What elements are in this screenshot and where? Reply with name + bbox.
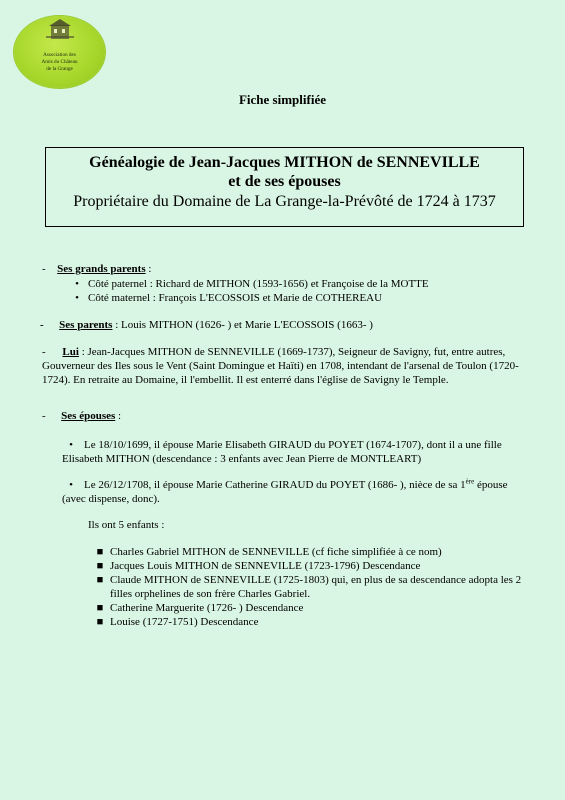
list-item	[90, 559, 530, 573]
list-item	[90, 573, 530, 601]
logo-text	[14, 52, 105, 73]
bullet-icon: ■	[96, 546, 104, 558]
logo-line-1: Association des	[43, 52, 76, 58]
list-item	[90, 545, 530, 559]
title-line-3: Propriétaire du Domaine de La Grange-la-Prévôté de 1724 à 1737	[73, 193, 496, 210]
title-line-2: et de ses épouses	[228, 173, 341, 190]
dash-marker: -	[42, 410, 46, 422]
bullet-icon: •	[69, 439, 73, 451]
bullet-icon: ■	[96, 560, 104, 572]
logo-line-2: Amis du Château	[41, 59, 78, 65]
list-item	[90, 615, 530, 629]
grandparents-heading	[42, 262, 151, 276]
bullet-icon: •	[75, 292, 79, 304]
colon: :	[145, 263, 152, 275]
colon: :	[115, 410, 122, 422]
lui-title: Lui	[62, 346, 79, 358]
association-logo	[14, 16, 105, 88]
fiche-label: Fiche simplifiée	[238, 92, 326, 107]
title-line-1: Généalogie de Jean-Jacques MITHON de SENNEVILLE	[89, 154, 480, 171]
list-item	[90, 601, 530, 615]
epouses-title: Ses épouses	[61, 410, 116, 422]
children-intro: Ils ont 5 enfants :	[88, 519, 165, 531]
grandparent-maternal: Côté maternel : François L'ECOSSOIS et Marie de COTHEREAU	[88, 292, 383, 304]
list-item	[66, 277, 429, 291]
lui-text: : Jean-Jacques MITHON de SENNEVILLE (1669-1737), Seigneur de Savigny, fut, entre autres, Gouverneur des Iles sous le Vent (Saint Domingue et Haïti) en 1708, intendant de l'arsenal de Toulon (1720-1724). En retraite au Domaine, il l'embellit. Il est enterré dans l'église de Savigny le Temple.	[42, 346, 519, 386]
second-marriage-text: Le 26/12/1708, il épouse Marie Catherine GIRAUD du POYET (1686- ), nièce de sa 1	[84, 479, 466, 491]
first-marriage	[62, 438, 522, 466]
bullet-icon: ■	[96, 574, 104, 586]
children-list	[90, 545, 530, 629]
parents-title: Ses parents	[59, 319, 113, 331]
child-charles-gabriel: Charles Gabriel MITHON de SENNEVILLE (cf fiche simplifiée à ce nom)	[110, 546, 442, 558]
first-marriage-text: Le 18/10/1699, il épouse Marie Elisabeth GIRAUD du POYET (1674-1707), dont il a une fille Elisabeth MITHON (descendance : 3 enfants avec Jean Pierre de MONTLEART)	[62, 439, 502, 465]
parents-line	[40, 318, 373, 332]
second-marriage	[62, 478, 522, 506]
logo-line-3: de la Grange	[46, 66, 73, 72]
grandparent-paternal: Côté paternel : Richard de MITHON (1593-1656) et Françoise de la MOTTE	[88, 278, 429, 290]
dash-marker: -	[40, 319, 44, 331]
lui-paragraph	[42, 345, 524, 387]
grandparents-title: Ses grands parents	[57, 263, 146, 275]
child-louise: Louise (1727-1751) Descendance	[110, 616, 259, 628]
parents-text: : Louis MITHON (1626- ) et Marie L'ECOSSOIS (1663- )	[112, 319, 373, 331]
bullet-icon: •	[69, 479, 73, 491]
epouses-heading	[42, 409, 121, 423]
child-catherine-marguerite: Catherine Marguerite (1726- ) Descendance	[110, 602, 304, 614]
dash-marker: -	[42, 263, 46, 275]
dash-marker: -	[42, 346, 46, 358]
bullet-icon: ■	[96, 616, 104, 628]
second-marriage-text-end: épouse (avec dispense, donc).	[62, 479, 508, 505]
list-item	[66, 291, 382, 305]
bullet-icon: •	[75, 278, 79, 290]
superscript: ère	[465, 477, 475, 486]
child-claude: Claude MITHON de SENNEVILLE (1725-1803) qui, en plus de sa descendance adopta les 2 filles orphelines de son frère Charles Gabriel.	[110, 574, 522, 600]
bullet-icon: ■	[96, 602, 104, 614]
child-jacques-louis: Jacques Louis MITHON de SENNEVILLE (1723-1796) Descendance	[110, 560, 421, 572]
title-box	[45, 147, 524, 227]
